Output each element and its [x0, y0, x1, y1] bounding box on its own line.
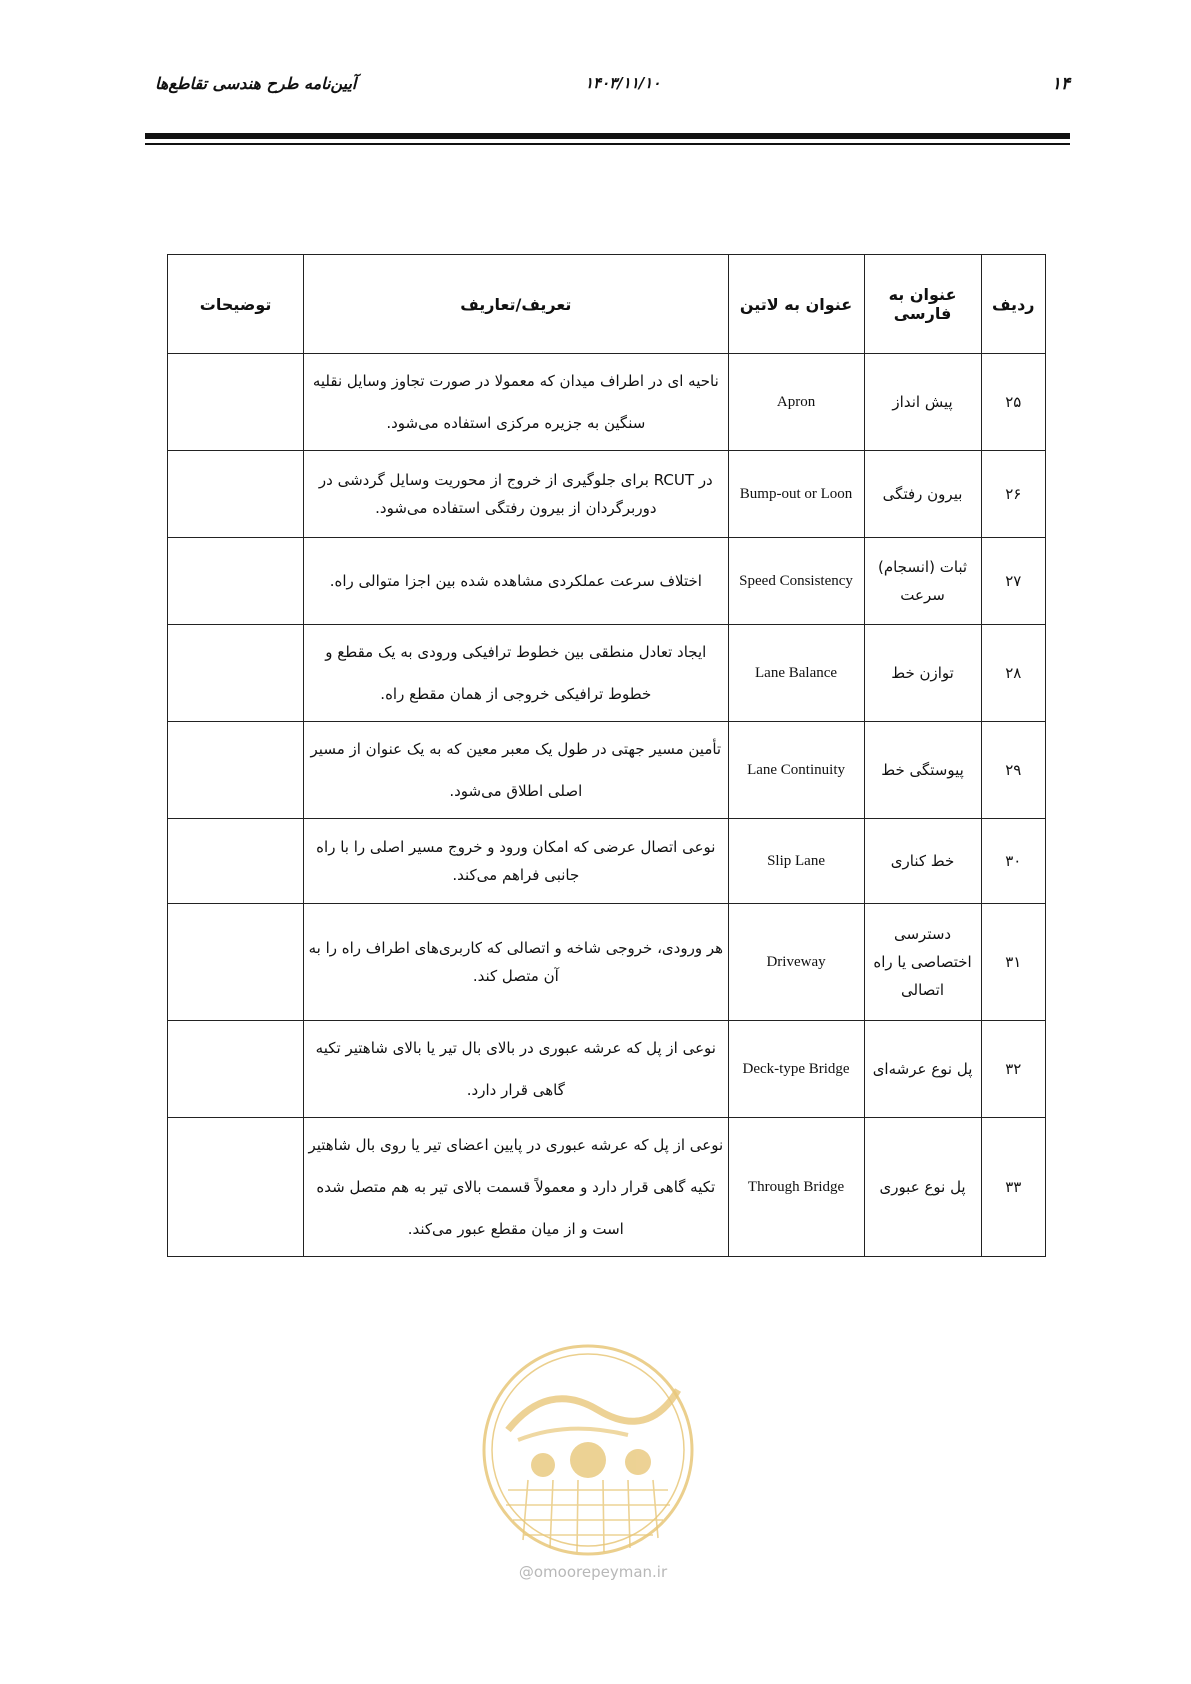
- header-rule-thick: [145, 133, 1070, 139]
- definition: نوعی اتصال عرضی که امکان ورود و خروج مسیر اصلی را با راه جانبی فراهم می‌کند.: [304, 819, 728, 904]
- header-definition: تعریف/تعاریف: [304, 255, 728, 354]
- persian-title: توازن خط: [864, 625, 981, 722]
- table-row: [168, 819, 1046, 904]
- definition: نوعی از پل که عرشه عبوری در بالای بال تیر یا بالای شاهتیر تکیه گاهی قرار دارد.: [304, 1021, 728, 1118]
- notes: [168, 1021, 304, 1118]
- header-latin-title: عنوان به لاتین: [728, 255, 864, 354]
- definition: ایجاد تعادل منطقی بین خطوط ترافیکی ورودی به یک مقطع و خطوط ترافیکی خروجی از همان مقطع راه.: [304, 625, 728, 722]
- row-number: ۳۱: [981, 904, 1046, 1021]
- definition: تأمین مسیر جهتی در طول یک معبر معین که به یک عنوان از مسیر اصلی اطلاق می‌شود.: [304, 722, 728, 819]
- persian-title: بیرون رفتگی: [864, 451, 981, 538]
- persian-title: دسترسی اختصاصی یا راه اتصالی: [864, 904, 981, 1021]
- persian-title: پل نوع عبوری: [864, 1118, 981, 1257]
- document-date: ۱۴۰۳/۱۱/۱۰: [585, 74, 661, 92]
- notes: [168, 1118, 304, 1257]
- table-row: [168, 625, 1046, 722]
- latin-title: Deck-type Bridge: [728, 1021, 864, 1118]
- notes: [168, 904, 304, 1021]
- row-number: ۳۳: [981, 1118, 1046, 1257]
- latin-title: Apron: [728, 354, 864, 451]
- persian-title: پیوستگی خط: [864, 722, 981, 819]
- table-row: [168, 722, 1046, 819]
- document-title: آیین‌نامه طرح هندسی تقاطع‌ها: [155, 74, 357, 93]
- notes: [168, 451, 304, 538]
- table-row: [168, 1118, 1046, 1257]
- latin-title: Lane Balance: [728, 625, 864, 722]
- table-row: [168, 904, 1046, 1021]
- watermark-logo: [478, 1340, 698, 1560]
- row-number: ۲۵: [981, 354, 1046, 451]
- notes: [168, 354, 304, 451]
- persian-title: خط کناری: [864, 819, 981, 904]
- page-number: ۱۴: [1051, 74, 1070, 94]
- table-header-row: [168, 255, 1046, 354]
- latin-title: Lane Continuity: [728, 722, 864, 819]
- definition: ناحیه ای در اطراف میدان که معمولا در صورت تجاوز وسایل نقلیه سنگین به جزیره مرکزی استفاده می‌شود.: [304, 354, 728, 451]
- latin-title: Slip Lane: [728, 819, 864, 904]
- notes: [168, 538, 304, 625]
- definition: در RCUT برای جلوگیری از خروج از محوریت وسایل گردشی در دوربرگردان از بیرون رفتگی استفاده می‌شود.: [304, 451, 728, 538]
- notes: [168, 819, 304, 904]
- header-row-number: ردیف: [981, 255, 1046, 354]
- row-number: ۲۸: [981, 625, 1046, 722]
- row-number: ۲۶: [981, 451, 1046, 538]
- watermark-seal-icon: [478, 1340, 698, 1560]
- notes: [168, 722, 304, 819]
- table-row: [168, 451, 1046, 538]
- definition: اختلاف سرعت عملکردی مشاهده شده بین اجزا متوالی راه.: [304, 538, 728, 625]
- row-number: ۲۹: [981, 722, 1046, 819]
- table-row: [168, 1021, 1046, 1118]
- latin-title: Through Bridge: [728, 1118, 864, 1257]
- header-persian-title: عنوان به فارسی: [864, 255, 981, 354]
- definition: نوعی از پل که عرشه عبوری در پایین اعضای تیر یا روی بال شاهتیر تکیه گاهی قرار دارد و معمولاً قسمت بالای تیر به هم متصل شده است و از میان مقطع عبور می‌کند.: [304, 1118, 728, 1257]
- watermark-url: @omoorepeyman.ir: [518, 1563, 668, 1581]
- header-notes: توضیحات: [168, 255, 304, 354]
- notes: [168, 625, 304, 722]
- row-number: ۳۰: [981, 819, 1046, 904]
- definition: هر ورودی، خروجی شاخه و اتصالی که کاربری‌های اطراف راه را به آن متصل کند.: [304, 904, 728, 1021]
- persian-title: ثبات (انسجام) سرعت: [864, 538, 981, 625]
- persian-title: پل نوع عرشه‌ای: [864, 1021, 981, 1118]
- latin-title: Speed Consistency: [728, 538, 864, 625]
- table-row: [168, 354, 1046, 451]
- table-row: [168, 538, 1046, 625]
- row-number: ۳۲: [981, 1021, 1046, 1118]
- persian-title: پیش انداز: [864, 354, 981, 451]
- page-header: [145, 74, 1070, 104]
- latin-title: Driveway: [728, 904, 864, 1021]
- latin-title: Bump-out or Loon: [728, 451, 864, 538]
- row-number: ۲۷: [981, 538, 1046, 625]
- definitions-table: [167, 254, 1046, 1257]
- header-rule-thin: [145, 143, 1070, 145]
